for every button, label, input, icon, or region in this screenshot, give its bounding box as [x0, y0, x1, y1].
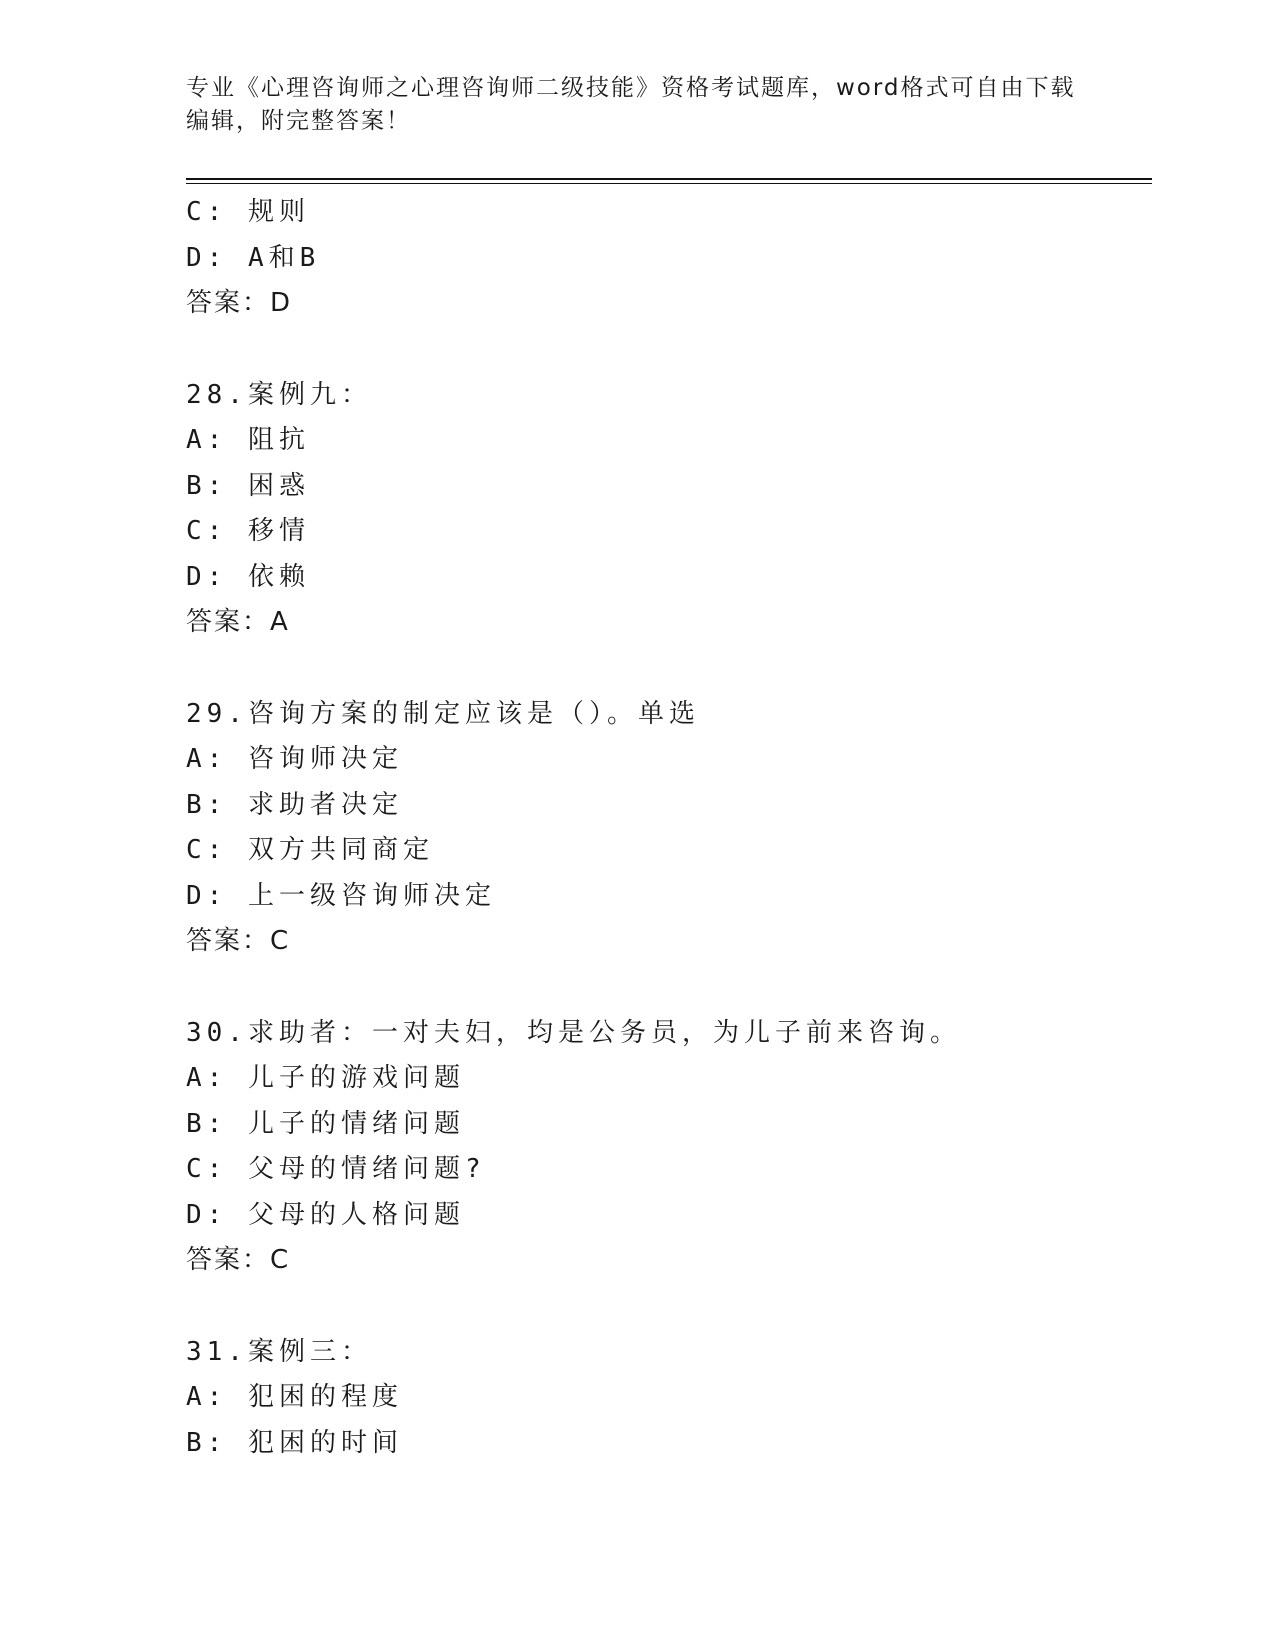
header-line-2: 编辑，附完整答案！ — [186, 108, 411, 134]
option-b: B: 困惑 — [186, 470, 310, 501]
question-28 — [186, 373, 1152, 646]
question-stem: 30.求助者：一对夫妇，均是公务员，为儿子前来咨询。 — [186, 1017, 961, 1048]
option-a: A: 咨询师决定 — [186, 744, 403, 774]
header-divider-thick — [186, 178, 1152, 180]
option-b: B: 犯困的时间 — [186, 1427, 403, 1458]
option-c: C: 双方共同商定 — [186, 835, 434, 865]
answer: 答案：C — [186, 1245, 291, 1275]
question-30 — [186, 1011, 1152, 1284]
question-list — [186, 190, 1152, 1466]
option-b: B: 儿子的情绪问题 — [186, 1108, 465, 1139]
option-a: A: 儿子的游戏问题 — [186, 1063, 465, 1093]
question-stem: 31.案例三： — [186, 1336, 372, 1367]
document-header — [186, 72, 1086, 138]
option-d: D: 依赖 — [186, 561, 310, 592]
option-c: C: 移情 — [186, 516, 310, 546]
question-fragment — [186, 190, 1152, 327]
option-c: C: 规则 — [186, 197, 310, 227]
option-d: D: 上一级咨询师决定 — [186, 880, 496, 911]
answer: 答案：A — [186, 607, 290, 637]
header-divider-thin — [186, 183, 1152, 184]
question-stem: 28.案例九： — [186, 379, 372, 410]
answer: 答案：C — [186, 926, 291, 956]
option-a: A: 犯困的程度 — [186, 1382, 403, 1412]
question-29 — [186, 692, 1152, 965]
question-stem: 29.咨询方案的制定应该是（）。单选 — [186, 698, 700, 729]
option-d: D: 父母的人格问题 — [186, 1199, 465, 1230]
answer: 答案：D — [186, 288, 293, 318]
option-a: A: 阻抗 — [186, 425, 310, 455]
option-c: C: 父母的情绪问题? — [186, 1154, 486, 1184]
question-31 — [186, 1330, 1152, 1467]
option-b: B: 求助者决定 — [186, 789, 403, 820]
header-line-1: 专业《心理咨询师之心理咨询师二级技能》资格考试题库，word格式可自由下载 — [186, 75, 1076, 101]
option-d: D: A和B — [186, 242, 321, 273]
